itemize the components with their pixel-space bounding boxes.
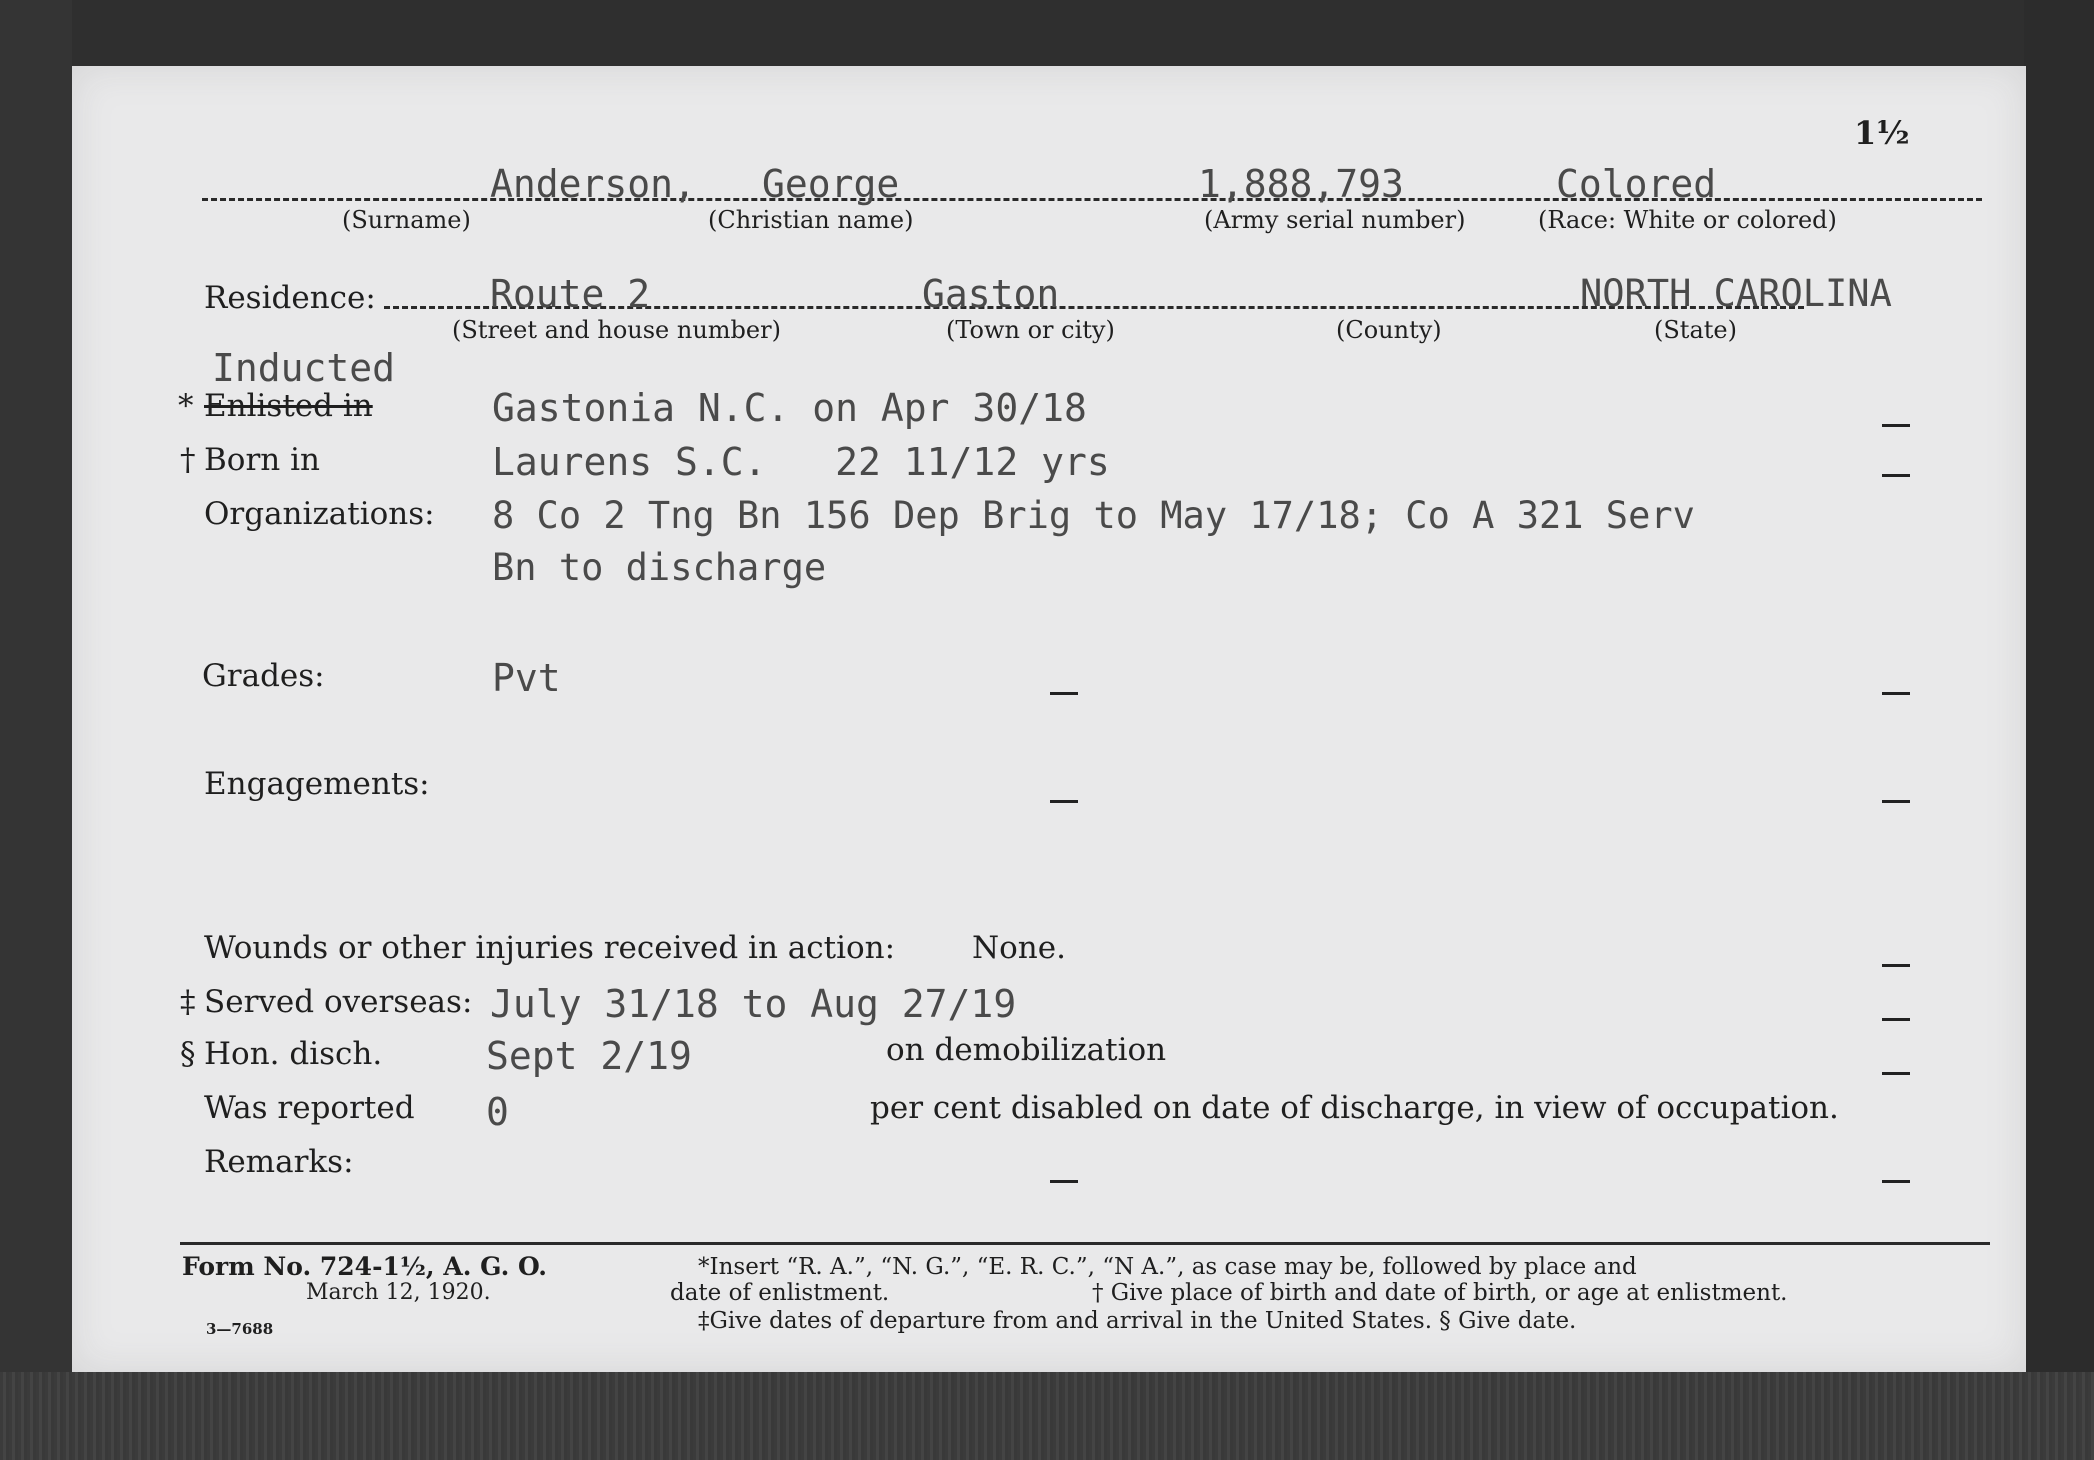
born-value: Laurens S.C. 22 11/12 yrs bbox=[492, 440, 1110, 484]
grades-end-dash bbox=[1882, 692, 1910, 695]
organizations-line-2: Bn to discharge bbox=[492, 546, 827, 589]
service-record-card bbox=[72, 66, 2026, 1372]
enlisted-marker: * bbox=[178, 388, 194, 424]
overseas-value: July 31/18 to Aug 27/19 bbox=[490, 982, 1017, 1026]
discharge-value: Sept 2/19 bbox=[486, 1034, 692, 1078]
enlisted-label: Enlisted in bbox=[204, 388, 373, 424]
discharge-end-dash bbox=[1882, 1072, 1910, 1075]
grades-mid-dash bbox=[1050, 692, 1078, 695]
engagements-label: Engagements: bbox=[204, 766, 430, 802]
born-end-dash bbox=[1882, 474, 1910, 477]
footer-rule bbox=[180, 1242, 1990, 1245]
surname-value: Anderson, bbox=[490, 162, 696, 206]
overseas-end-dash bbox=[1882, 1018, 1910, 1021]
scanner-background-left bbox=[0, 0, 72, 1460]
footnote-1: *Insert “R. A.”, “N. G.”, “E. R. C.”, “N A.”, as case may be, followed by place and bbox=[698, 1254, 1637, 1280]
residence-label: Residence: bbox=[204, 280, 376, 316]
organizations-line-1: 8 Co 2 Tng Bn 156 Dep Brig to May 17/18; Co A 321 Serv bbox=[492, 494, 1695, 537]
card-number: 1½ bbox=[1854, 114, 1910, 152]
remarks-end-dash bbox=[1882, 1180, 1910, 1183]
residence-street-value: Route 2 bbox=[490, 272, 651, 316]
overseas-marker: ‡ bbox=[180, 984, 196, 1020]
residence-town-value: Gaston bbox=[922, 272, 1060, 316]
caption-serial-number: (Army serial number) bbox=[1204, 206, 1466, 234]
caption-christian-name: (Christian name) bbox=[708, 206, 914, 234]
caption-county: (County) bbox=[1336, 316, 1442, 344]
grades-label: Grades: bbox=[202, 658, 325, 694]
born-marker: † bbox=[180, 442, 196, 478]
enlisted-value: Gastonia N.C. on Apr 30/18 bbox=[492, 386, 1087, 430]
organizations-label: Organizations: bbox=[204, 496, 435, 532]
engagements-end-dash bbox=[1882, 800, 1910, 803]
overseas-label: Served overseas: bbox=[204, 984, 473, 1020]
form-number: Form No. 724-1½, A. G. O. bbox=[182, 1252, 548, 1281]
footnote-3: ‡Give dates of departure from and arrival in the United States. § Give date. bbox=[698, 1308, 1577, 1334]
christian-name-value: George bbox=[762, 162, 900, 206]
enlisted-end-dash bbox=[1882, 424, 1910, 427]
born-label: Born in bbox=[204, 442, 320, 478]
scanner-background-bottom bbox=[0, 1372, 2094, 1460]
remarks-label: Remarks: bbox=[204, 1144, 354, 1180]
engagements-mid-dash bbox=[1050, 800, 1078, 803]
reported-label: Was reported bbox=[204, 1090, 415, 1126]
caption-surname: (Surname) bbox=[342, 206, 471, 234]
reported-value: 0 bbox=[486, 1090, 509, 1134]
caption-state: (State) bbox=[1654, 316, 1737, 344]
serial-number-value: 1,888,793 bbox=[1198, 162, 1404, 206]
scanner-background-right bbox=[2024, 0, 2094, 1460]
caption-street: (Street and house number) bbox=[452, 316, 781, 344]
wounds-label: Wounds or other injuries received in action: bbox=[204, 930, 896, 966]
discharge-label: Hon. disch. bbox=[204, 1036, 383, 1072]
race-value: Colored bbox=[1556, 162, 1717, 206]
inducted-handwritten: Inducted bbox=[212, 346, 396, 390]
wounds-end-dash bbox=[1882, 964, 1910, 967]
grades-value: Pvt bbox=[492, 656, 561, 700]
print-code: 3—7688 bbox=[206, 1320, 274, 1338]
scanner-background-top bbox=[0, 0, 2094, 70]
form-date: March 12, 1920. bbox=[306, 1280, 491, 1305]
caption-town: (Town or city) bbox=[946, 316, 1115, 344]
footnote-2b: † Give place of birth and date of birth, or age at enlistment. bbox=[1092, 1280, 1788, 1306]
discharge-marker: § bbox=[180, 1036, 196, 1072]
footnote-2a: date of enlistment. bbox=[670, 1280, 890, 1306]
reported-suffix: per cent disabled on date of discharge, in view of occupation. bbox=[870, 1090, 1839, 1126]
discharge-suffix: on demobilization bbox=[886, 1032, 1167, 1068]
caption-race: (Race: White or colored) bbox=[1538, 206, 1837, 234]
wounds-value: None. bbox=[972, 930, 1066, 966]
residence-state-value: NORTH CAROLINA bbox=[1580, 272, 1892, 315]
remarks-mid-dash bbox=[1050, 1180, 1078, 1183]
